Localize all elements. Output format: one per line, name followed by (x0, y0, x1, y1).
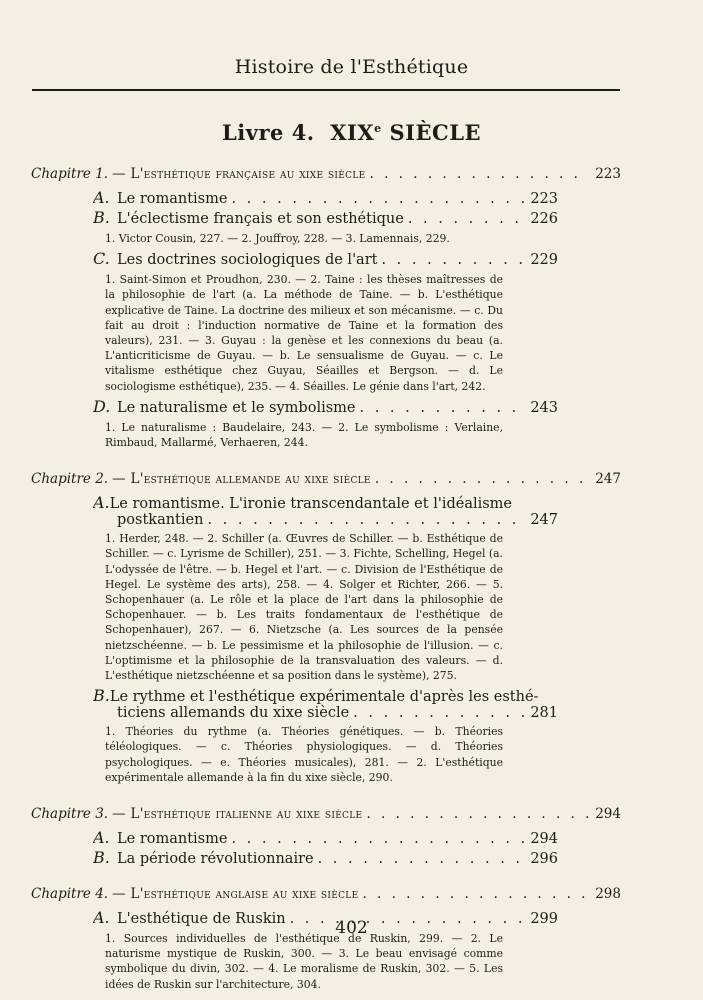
chapter-title: — L'esthétique italienne au xixe siècle (112, 806, 363, 823)
page-number: 402 (335, 918, 368, 938)
section-detail: 1. Victor Cousin, 227. — 2. Jouffroy, 228. — 3. Lamennais, 229. (105, 232, 450, 245)
section-page: 247 (530, 512, 558, 529)
section-line-1 (93, 493, 558, 512)
chapter-heading (31, 806, 621, 828)
dot-leader (231, 831, 526, 847)
section-page: 299 (530, 911, 558, 928)
chapter-number: Chapitre 1. (31, 166, 109, 182)
dot-leader (353, 705, 526, 721)
chapter-gap (0, 868, 703, 886)
chapter-number: Chapitre 3. (31, 806, 109, 823)
chapter-number: Chapitre 2. (31, 471, 109, 488)
section-heading (93, 397, 558, 417)
dot-leader (360, 400, 527, 416)
section-letter: A. (93, 828, 110, 848)
section-letter: D. (93, 396, 111, 416)
dot-leader (369, 166, 589, 182)
dot-leader (408, 211, 526, 227)
running-head: Histoire de l'Esthétique (234, 56, 469, 78)
section-page: 294 (530, 831, 558, 848)
header-rule (32, 89, 620, 91)
chapter-gap (0, 453, 703, 471)
section-letter: A. (93, 908, 110, 928)
section-title-cont: postkantien (117, 512, 204, 529)
chapter-title: — L'esthétique française au xixe siècle (112, 166, 366, 182)
livre-label: Livre 4. (222, 120, 315, 145)
dot-leader (207, 512, 526, 528)
section-page: 226 (530, 211, 558, 227)
section-heading (93, 686, 558, 721)
dot-leader (231, 191, 526, 207)
section-page: 296 (530, 851, 558, 868)
chapter-number: Chapitre 4. (31, 886, 109, 903)
dot-leader (381, 252, 526, 268)
section-heading (93, 249, 558, 269)
section-detail: 1. Herder, 248. — 2. Schiller (a. Œuvres de Schiller. — b. Esthétique de Schiller. — c. Lyrisme de Schiller), 251. — 3. Fichte, Schelling, Hegel (a. L'odyssée de l'être. — b. Hegel et l'art. — c. Division de l'Esthétique de Hegel. Le système des arts), 258. — 4. Solger et Richter, 266. — 5. Schopenhauer (a. Le rôle et la place de l'art dans la philosophie de Schopenhauer. — b. Les traits fondamentaux de l'esthétique de Schopenhauer), 267. — 6. Nietzsche (a. Les sources de la pensée nietzschéenne. — b. Le pessimisme et la philosophie de l'illusion. — c. L'optimisme et la philosophie de la transvaluation des valeurs. — d. L'esthétique nietzschéenne et sa position dans le système), 275. (105, 532, 503, 683)
section-page: 281 (530, 705, 558, 722)
section-title: L'esthétique de Ruskin (117, 911, 286, 928)
section-page: 243 (530, 399, 558, 416)
chapter-gap (0, 788, 703, 806)
section-letter: B. (93, 686, 110, 706)
section-heading (93, 848, 558, 868)
chapter-heading (31, 886, 621, 908)
chapter-title: — L'esthétique allemande au xixe siècle (112, 471, 371, 488)
section-title: Le romantisme (117, 831, 228, 848)
section-title: La période révolutionnaire (117, 851, 314, 868)
section-heading (93, 188, 558, 208)
table-of-contents (0, 166, 703, 995)
section-detail: 1. Saint-Simon et Proudhon, 230. — 2. Taine : les thèses maîtresses de la philosophie de l'art (a. La méthode de Taine. — b. L'esthétique explicative de Taine. La doctrine des milieux et son mécanisme. — c. Du fait au droit : l'induction normative de Taine et la formation des valeurs), 231. — 3. Guyau : la genèse et les connexions du beau (a. L'anticriticisme de Guyau. — b. Le sensualisme de Guyau. — c. Le vitalisme esthétique chez Guyau, Séailles et Bergson. — d. Le sociologisme esthétique), 235. — 4. Séailles. Le génie dans l'art, 242. (105, 273, 503, 393)
section-detail: 1. Sources individuelles de l'esthétique de Ruskin, 299. — 2. Le naturisme mystique de Ruskin, 300. — 3. Le beau envisagé comme symbolique du divin, 302. — 4. Le moralisme de Ruskin, 302. — 5. Les idées de Ruskin sur l'architecture, 304. (105, 932, 503, 991)
section-heading (93, 828, 558, 848)
livre-sup: e (374, 122, 382, 135)
section-letter: C. (93, 249, 110, 269)
chapter-page: 223 (595, 166, 621, 182)
section-title: L'éclectisme français et son esthétique (117, 211, 404, 227)
section-title-cont: ticiens allemands du xixe siècle (117, 705, 350, 722)
section-letter: A. (93, 493, 110, 513)
livre-century: XIX (330, 120, 375, 145)
section-letter: B. (93, 208, 110, 227)
section-line-1 (93, 686, 558, 705)
section-title: Le naturalisme et le symbolisme (117, 399, 356, 416)
section-letter: A. (93, 188, 110, 207)
section-heading (93, 493, 558, 528)
chapter-heading (31, 471, 621, 493)
dot-leader (362, 886, 589, 902)
section-title: Le romantisme (117, 191, 228, 207)
book-part-title (0, 120, 703, 145)
chapter-page: 298 (595, 886, 621, 903)
dot-leader (318, 851, 526, 867)
chapter-title: — L'esthétique anglaise au xixe siècle (112, 886, 359, 903)
section-detail: 1. Théories du rythme (a. Théories génétiques. — b. Théories téléologiques. — c. Théories physiologiques. — d. Théories psychologiques. — e. Théories musicales), 281. — 2. L'esthétique expérimentale allemande à la fin du xixe siècle, 290. (105, 725, 503, 784)
section-page: 229 (530, 252, 558, 269)
section-line-2 (93, 705, 558, 721)
chapter-heading (31, 166, 621, 188)
chapter-page: 294 (595, 806, 621, 823)
livre-rest: SIÈCLE (381, 120, 481, 145)
section-heading (93, 208, 558, 228)
dot-leader (375, 471, 589, 487)
section-title: Le rythme et l'esthétique expérimentale d'après les esthé- (109, 689, 539, 706)
section-line-2 (93, 512, 558, 528)
section-detail: 1. Le naturalisme : Baudelaire, 243. — 2. Le symbolisme : Verlaine, Rimbaud, Mallarmé, Verhaeren, 244. (105, 420, 503, 450)
chapter-page: 247 (595, 471, 621, 488)
section-title: Les doctrines sociologiques de l'art (117, 252, 378, 269)
section-letter: B. (93, 848, 110, 868)
section-title: Le romantisme. L'ironie transcendantale et l'idéalisme (109, 496, 513, 513)
section-page: 223 (530, 191, 558, 207)
dot-leader (366, 806, 589, 822)
